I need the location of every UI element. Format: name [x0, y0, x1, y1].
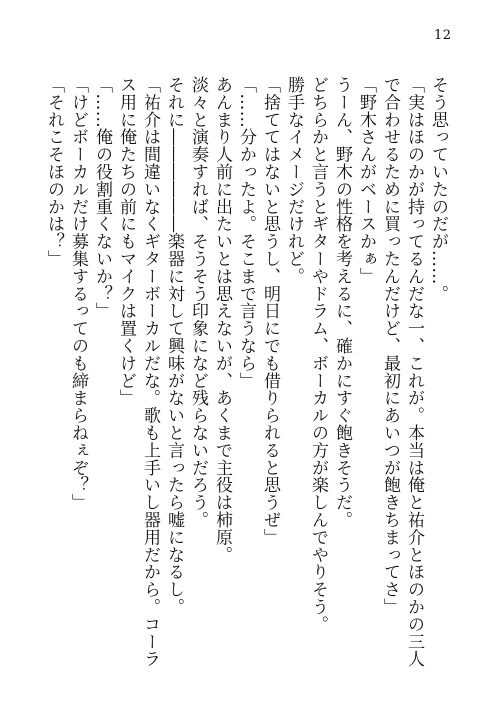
text-line: 「祐介は間違いなくギターボーカルだな。歌も上手いし器用だから。コーラス用に俺たちの前にもマイクは置くけど」	[116, 76, 160, 668]
text-line: 「野木さんがベースかぁ」	[356, 76, 376, 285]
text-line: 「捨ててはないと思うし、明日にでも借りられると思うぜ」	[260, 76, 280, 546]
text-line: 「それこそほのかは？」	[44, 76, 64, 268]
page-number: 12	[434, 28, 452, 43]
text-line: 勝手なイメージだけれど。	[284, 76, 304, 285]
text-line: あんまり人前に出たいとは思えないが、あくまで主役は柿原。	[212, 76, 232, 564]
text-line: 「実はほのかが持ってるんだな一、これが。本当は俺と祐介とほのかの三人で合わせるために買ったんだけど、最初にあいつが飽きちまってさ」	[380, 76, 424, 668]
text-line: どちらかと言うとギターやドラム、ボーカルの方が楽しんでやりそう。	[308, 76, 328, 633]
vertical-text-body	[42, 76, 450, 676]
text-line: 「……分かったよ。そこまで言うなら」	[236, 76, 256, 390]
text-line: 「……俺の役割重くないか？」	[92, 76, 112, 320]
text-line: 淡々と演奏すれば、そうそう印象になど残らないだろう。	[188, 76, 208, 529]
text-line: うーん、野木の性格を考えるに、確かにすぐ飽きそうだ。	[332, 76, 352, 529]
text-line: それに――――――楽器に対して興味がないと言ったら嘘になるし。	[164, 76, 184, 616]
text-line: そう思っていたのだが……。	[428, 76, 448, 303]
text-line: 「けどボーカルだけ募集するってのも締まらねぇぞ？」	[68, 76, 88, 511]
